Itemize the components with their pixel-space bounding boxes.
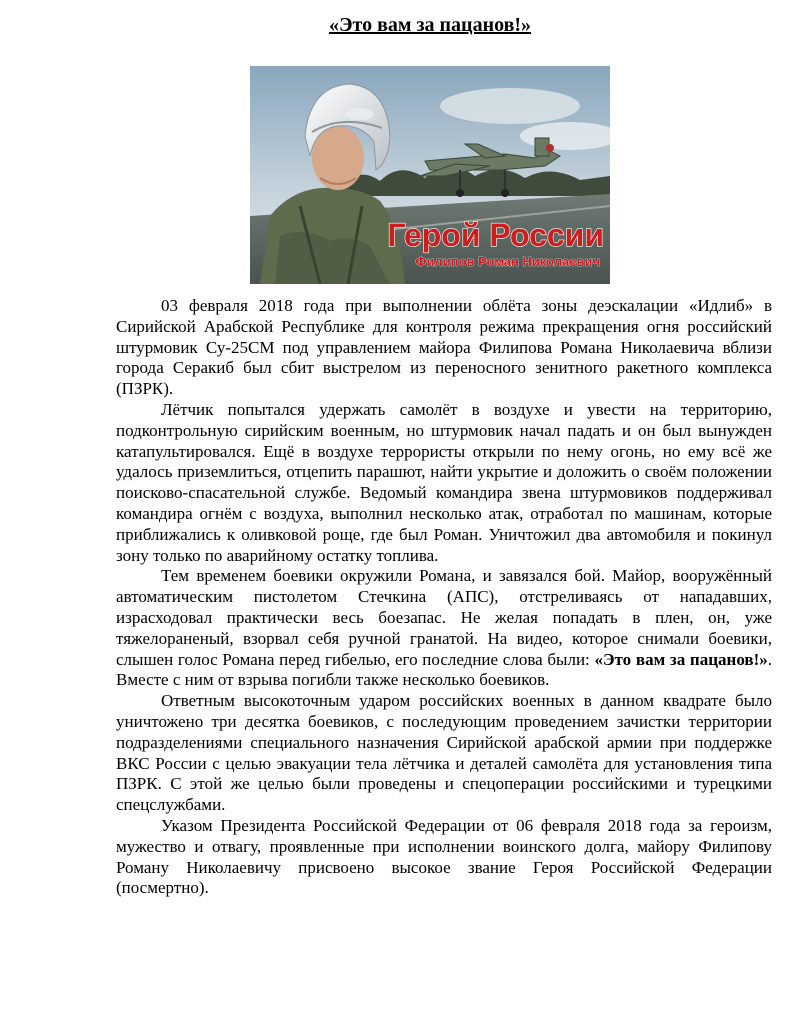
paragraph-2: Лётчик попытался удержать самолёт в воздухе и увести на территорию, подконтрольную сирийским военным, но штурмовик начал падать и он был вынужден катапультировался. Ещё в воздухе террористы открыли по нему огонь, но ему всё же удалось приземлиться, отцепить парашют, найти укрытие и доложить о своём положении поисково-спасательной службе. Ведомый командира звена штурмовиков поддерживал командира огнём с воздуха, выполнил несколько атак, отработал по машинам, которые приближались к оливковой роще, где был Роман. Уничтожил два автомобиля и покинул зону только по аварийному остатку топлива. xyxy=(116,399,772,565)
paragraph-5: Указом Президента Российской Федерации от 06 февраля 2018 года за героизм, мужество и отвагу, проявленные при исполнении воинского долга, майору Филипову Роману Николаевичу присвоено высокое звание Героя Российской Федерации (посмертно). xyxy=(116,815,772,898)
hero-banner-image xyxy=(250,66,610,284)
paragraph-1: 03 февраля 2018 года при выполнении облёта зоны деэскалации «Идлиб» в Сирийской Арабской Республике для контроля режима прекращения огня российский штурмовик Су-25СМ под управлением майора Филипова Романа Николаевича вблизи города Серакиб был сбит выстрелом из переносного зенитного ракетного комплекса (ПЗРК). xyxy=(116,296,772,399)
paragraph-4: Ответным высокоточным ударом российских военных в данном квадрате было уничтожено три десятка боевиков, с последующим проведением зачистки территории подразделениями специального назначения Сирийской арабской армии при поддержке ВКС России с целью эвакуации тела лётчика и деталей самолёта для установления типа ПЗРК. С этой же целью были проведены и спецоперации российскими и турецкими спецслужбами. xyxy=(116,691,772,815)
banner-headline: Герой России xyxy=(387,217,604,253)
banner-subtitle: Филипов Роман Николаевич xyxy=(415,254,600,269)
paragraph-3-ending: . Вместе с ним от взрыва погибли также несколько боевиков. xyxy=(116,649,772,690)
document-title: «Это вам за пацанов!» xyxy=(328,14,532,36)
paragraph-3-text: Тем временем боевики окружили Романа, и завязался бой. Майор, вооружённый автоматическим пистолетом Стечкина (АПС), отстреливаясь от нападавших, израсходовал практически весь боезапас. Не желая попадать в плен, он, уже тяжелораненый, взорвал себя ручной гранатой. На видео, которое снимали боевики, слышен голос Романа перед гибелью, его последние слова были: xyxy=(116,566,772,669)
article-body xyxy=(116,296,772,899)
quote-last-words: «Это вам за пацанов!» xyxy=(594,649,768,669)
paragraph-3 xyxy=(116,566,772,691)
